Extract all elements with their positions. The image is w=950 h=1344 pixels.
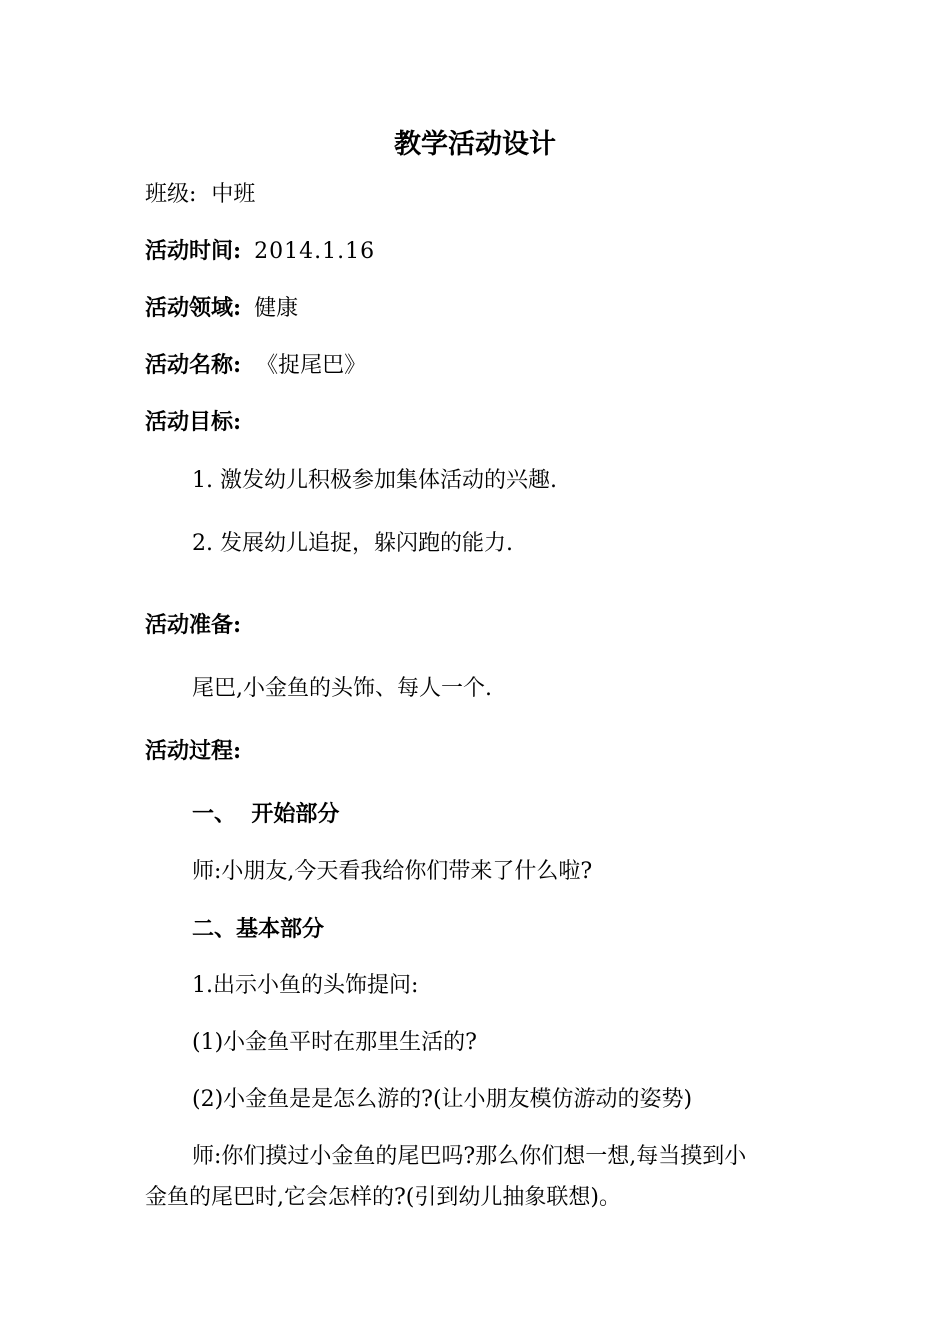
question-item: (1)小金鱼平时在那里生活的?: [192, 1030, 477, 1055]
domain-row: [145, 294, 298, 323]
prep-heading: 活动准备:: [145, 612, 242, 638]
name-row: [145, 351, 366, 380]
name-value: 《捉尾巴》: [256, 353, 367, 378]
part2-heading: 二、基本部分: [192, 916, 325, 942]
step-item: 1.出示小鱼的头饰提问:: [192, 973, 419, 998]
time-row: [145, 237, 375, 266]
class-value: 中班: [211, 182, 256, 207]
prep-text: 尾巴,小金鱼的头饰、每人一个.: [192, 676, 492, 701]
goal-item: 1. 激发幼儿积极参加集体活动的兴趣.: [192, 468, 557, 493]
name-label: 活动名称:: [145, 352, 242, 378]
domain-label: 活动领域:: [145, 295, 242, 321]
part1-heading: 一、 开始部分: [192, 801, 340, 827]
teacher-line: 金鱼的尾巴时,它会怎样的?(引到幼儿抽象联想)。: [145, 1185, 621, 1210]
time-value: 2014.1.16: [254, 239, 376, 264]
question-item: (2)小金鱼是是怎么游的?(让小朋友模仿游动的姿势): [192, 1087, 693, 1112]
goals-heading: 活动目标:: [145, 409, 242, 435]
domain-value: 健康: [254, 296, 299, 321]
document-title: 教学活动设计: [394, 129, 556, 160]
teacher-line: 师:你们摸过小金鱼的尾巴吗?那么你们想一想,每当摸到小: [192, 1144, 747, 1169]
goal-item: 2. 发展幼儿追捉，躲闪跑的能力.: [192, 531, 513, 556]
class-row: [145, 181, 255, 209]
part1-text: 师:小朋友,今天看我给你们带来了什么啦?: [192, 859, 593, 884]
class-label: 班级:: [145, 182, 197, 207]
time-label: 活动时间:: [145, 238, 242, 264]
process-heading: 活动过程:: [145, 738, 242, 764]
